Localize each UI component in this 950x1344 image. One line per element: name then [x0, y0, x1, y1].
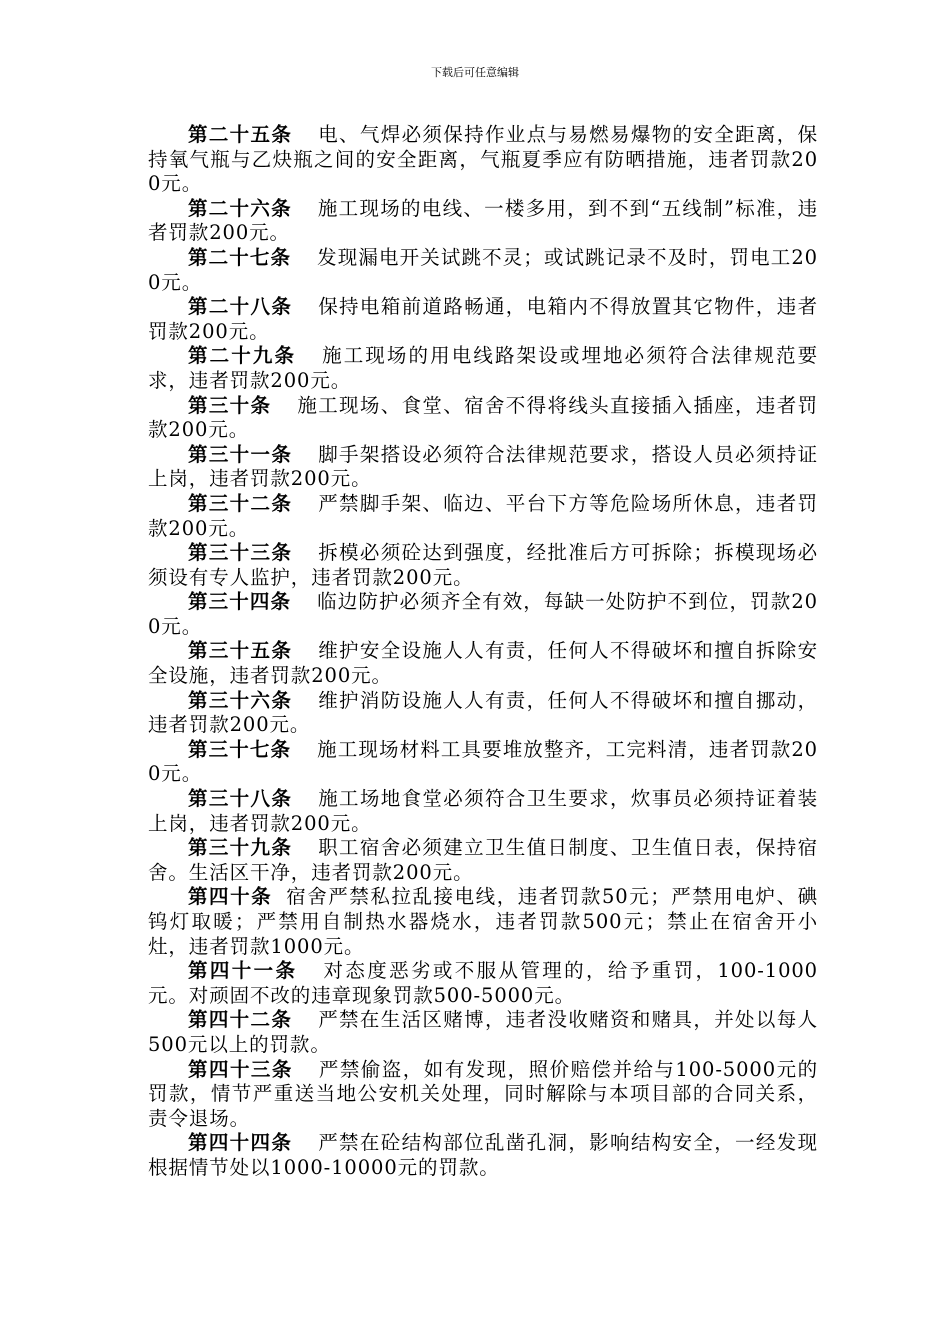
article-number: 第三十八条	[188, 787, 293, 811]
article-text: 对态度恶劣或不服从管理的，给予重罚，100-1000元。对顽固不改的违章现象罚款500-5000元。	[148, 959, 818, 1007]
article-number: 第二十七条	[188, 245, 292, 269]
article-number: 第三十三条	[188, 541, 293, 565]
article-text: 施工场地食堂必须符合卫生要求，炊事员必须持证着装上岗，违者罚款200元。	[148, 787, 818, 835]
article-number: 第四十三条	[188, 1057, 293, 1081]
article-32	[148, 492, 818, 541]
article-number: 第三十二条	[188, 491, 293, 515]
article-text: 施工现场的用电线路架设或埋地必须符合法律规范要求，违者罚款200元。	[148, 344, 818, 392]
article-number: 第四十条	[188, 885, 273, 909]
article-30	[148, 394, 818, 443]
article-number: 第三十四条	[188, 590, 292, 614]
article-text: 发现漏电开关试跳不灵；或试跳记录不及时，罚电工200元。	[148, 245, 818, 294]
article-number: 第四十二条	[188, 1008, 293, 1032]
article-text: 宿舍严禁私拉乱接电线，违者罚款50元；严禁用电炉、碘钨灯取暖；严禁用自制热水器烧水，违者罚款500元；禁止在宿舍开小灶，违者罚款1000元。	[148, 885, 818, 958]
article-37	[148, 738, 818, 787]
article-text: 施工现场材料工具要堆放整齐，工完料清，违者罚款200元。	[148, 737, 818, 786]
article-35	[148, 639, 818, 688]
article-38	[148, 787, 818, 836]
document-body	[148, 123, 818, 1181]
article-42	[148, 1008, 818, 1057]
article-number: 第三十七条	[188, 737, 292, 761]
article-36	[148, 689, 818, 738]
article-text: 职工宿舍必须建立卫生值日制度、卫生值日表，保持宿舍。生活区干净，违者罚款200元。	[148, 836, 818, 884]
article-28	[148, 295, 818, 344]
article-text: 严禁在砼结构部位乱凿孔洞，影响结构安全，一经发现根据情节处以1000-10000元的罚款。	[148, 1131, 818, 1179]
article-number: 第三十五条	[188, 639, 293, 663]
article-26	[148, 197, 818, 246]
article-text: 电、气焊必须保持作业点与易燃易爆物的安全距离，保持氧气瓶与乙炔瓶之间的安全距离，气瓶夏季应有防晒措施，违者罚款200元。	[148, 123, 818, 196]
article-text: 施工现场、食堂、宿舍不得将线头直接插入插座，违者罚款200元。	[148, 393, 818, 442]
article-31	[148, 443, 818, 492]
article-number: 第二十五条	[188, 123, 293, 146]
article-44	[148, 1131, 818, 1180]
article-41	[148, 959, 818, 1008]
article-text: 严禁偷盗，如有发现，照价赔偿并给与100-5000元的罚款，情节严重送当地公安机关处理，同时解除与本项目部的合同关系，责令退场。	[148, 1057, 818, 1130]
article-number: 第四十四条	[188, 1131, 293, 1155]
article-33	[148, 541, 818, 590]
article-27	[148, 246, 818, 295]
article-34	[148, 590, 818, 639]
article-text: 维护消防设施人人有责，任何人不得破坏和擅自挪动，违者罚款200元。	[148, 688, 818, 737]
article-text: 保持电箱前道路畅通，电箱内不得放置其它物件，违者罚款200元。	[148, 295, 818, 343]
article-number: 第二十九条	[188, 344, 297, 368]
article-number: 第三十条	[188, 393, 272, 417]
article-39	[148, 836, 818, 885]
article-number: 第二十六条	[188, 196, 292, 220]
article-text: 拆模必须砼达到强度，经批准后方可拆除；拆模现场必须设有专人监护，违者罚款200元。	[148, 541, 818, 589]
article-25	[148, 123, 818, 197]
article-number: 第四十一条	[188, 959, 298, 983]
article-40	[148, 885, 818, 959]
article-text: 严禁脚手架、临边、平台下方等危险场所休息，违者罚款200元。	[148, 491, 818, 540]
article-text: 脚手架搭设必须符合法律规范要求，搭设人员必须持证上岗，违者罚款200元。	[148, 442, 818, 491]
article-number: 第三十一条	[188, 442, 293, 466]
article-29	[148, 344, 818, 393]
article-43	[148, 1058, 818, 1132]
page-header: 下载后可任意编辑	[431, 66, 519, 79]
article-text: 严禁在生活区赌博，违者没收赌资和赌具，并处以每人500元以上的罚款。	[148, 1008, 818, 1056]
article-number: 第三十六条	[188, 688, 293, 712]
article-number: 第三十九条	[188, 836, 293, 860]
article-text: 施工现场的电线、一楼多用，到不到“五线制”标准，违者罚款200元。	[148, 196, 818, 245]
article-text: 临边防护必须齐全有效，每缺一处防护不到位，罚款200元。	[148, 590, 818, 638]
article-number: 第二十八条	[188, 295, 293, 319]
article-text: 维护安全设施人人有责，任何人不得破坏和擅自拆除安全设施，违者罚款200元。	[148, 639, 818, 688]
